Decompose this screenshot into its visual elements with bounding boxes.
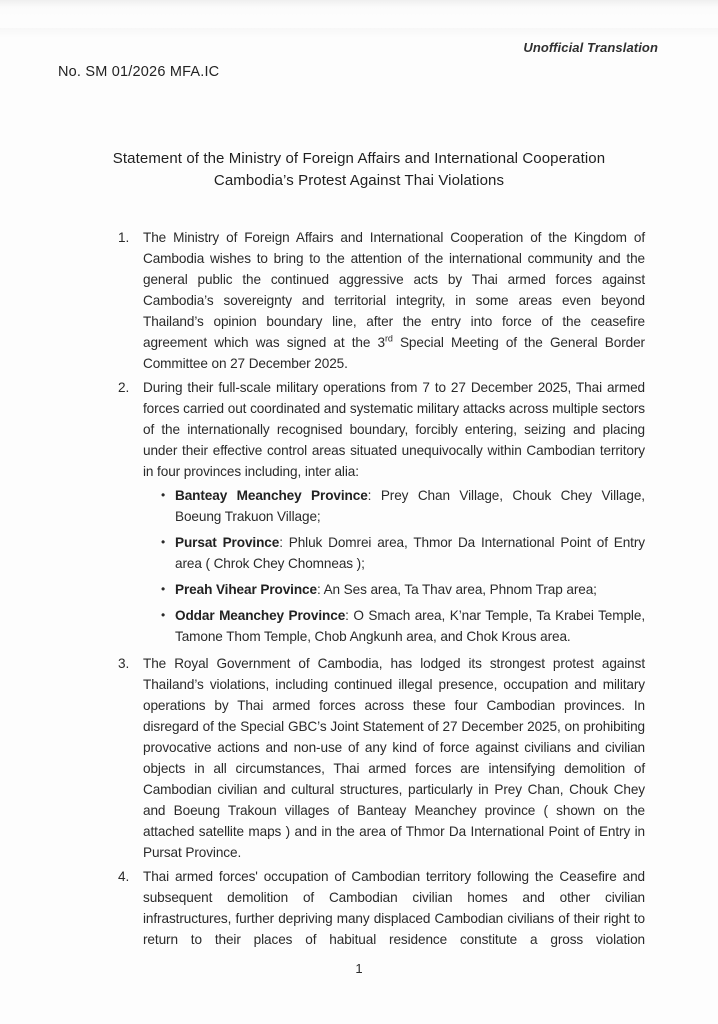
document-body: [118, 227, 645, 953]
paragraph-4-text: Thai armed forces' occupation of Cambodian territory following the Ceasefire and subsequent demolition of Cambodian civilian homes and other civilian infrastructures, further depriving many displaced Cambodian civilians of their right to return to their places of habitual residence constitute a gross violation: [143, 869, 645, 947]
province-label: Banteay Meanchey Province: [175, 488, 368, 503]
bullet-item-preah-vihear: [161, 579, 645, 600]
province-detail: : Phluk Domrei area, Thmor Da International Point of Entry area ( Chrok Chey Chomneas );: [175, 535, 645, 571]
bullet-marker: •: [161, 582, 166, 596]
item-number-4: 4.: [118, 869, 130, 884]
page-number: 1: [355, 961, 363, 976]
item-number-2: 2.: [118, 380, 130, 395]
province-detail: : Prey Chan Village, Chouk Chey Village, Boeung Trakuon Village;: [175, 488, 645, 524]
paragraph-1-segment-after: Special Meeting of the General Border Committee on 27 December 2025.: [143, 335, 645, 371]
document-title: [0, 148, 718, 192]
numbered-paragraph-3: [118, 653, 645, 863]
document-number: No. SM 01/2026 MFA.IC: [58, 64, 220, 80]
bullet-item-pursat: [161, 532, 645, 574]
bullet-item-oddar-meanchey: [161, 605, 645, 647]
title-line-2: Cambodia’s Protest Against Thai Violations: [213, 172, 505, 189]
paragraph-3-text: The Royal Government of Cambodia, has lodged its strongest protest against Thailand’s violations, including continued illegal presence, occupation and military operations by Thai armed forces across these four Cambodian provinces. In disregard of the Special GBC’s Joint Statement of 27 December 2025, on prohibiting provocative actions and non-use of any kind of force against civilians and civilian objects in all circumstances, Thai armed forces are intensifying demolition of Cambodian civilian and cultural structures, particularly in Prey Chan, Chouk Chey and Boeung Trakoun villages of Banteay Meanchey province ( shown on the attached satellite maps ) and in the area of Thmor Da International Point of Entry in Pursat Province.: [143, 656, 645, 860]
bullet-marker: •: [161, 535, 166, 549]
item-number-1: 1.: [118, 230, 130, 245]
province-detail: : O Smach area, K’nar Temple, Ta Krabei Temple, Tamone Thom Temple, Chob Angkunh area, and Chok Krous area.: [175, 608, 645, 644]
bullet-marker: •: [161, 488, 166, 502]
translation-note: Unofficial Translation: [523, 40, 658, 55]
bullet-marker: •: [161, 608, 166, 622]
paragraph-2-text: During their full-scale military operations from 7 to 27 December 2025, Thai armed forces carried out coordinated and systematic military attacks across multiple sectors of the internationally recognised boundary, forcibly entering, seizing and placing under their effective control areas situated unequivocally within Cambodian territory in four provinces including, inter alia:: [143, 380, 645, 479]
bullet-text: [175, 579, 645, 600]
paragraph-1-segment-before: The Ministry of Foreign Affairs and International Cooperation of the Kingdom of Cambodia wishes to bring to the attention of the international community and the general public the continued aggressive acts by Thai armed forces against Cambodia’s sovereignty and territorial integrity, in some areas even beyond Thailand’s opinion boundary line, after the entry into force of the ceasefire agreement which was signed at the 3: [143, 230, 645, 350]
scan-shadow: [0, 28, 718, 38]
province-detail: : An Ses area, Ta Thav area, Phnom Trap area;: [316, 582, 597, 597]
numbered-paragraph-1: [118, 227, 645, 374]
numbered-paragraph-2: [118, 377, 645, 482]
paragraph-1-text: [143, 227, 645, 374]
bullet-text: [175, 485, 645, 527]
title-line-1: Statement of the Ministry of Foreign Affairs and International Cooperation: [112, 150, 606, 167]
item-number-3: 3.: [118, 656, 130, 671]
province-bullet-list: [161, 485, 645, 647]
province-label: Preah Vihear Province: [175, 582, 317, 597]
numbered-paragraph-4: [118, 866, 645, 950]
bullet-text: [175, 605, 645, 647]
province-label: Oddar Meanchey Province: [175, 608, 346, 623]
bullet-item-banteay-meanchey: [161, 485, 645, 527]
ordinal-superscript: rd: [384, 333, 393, 344]
province-label: Pursat Province: [175, 535, 280, 550]
bullet-text: [175, 532, 645, 574]
